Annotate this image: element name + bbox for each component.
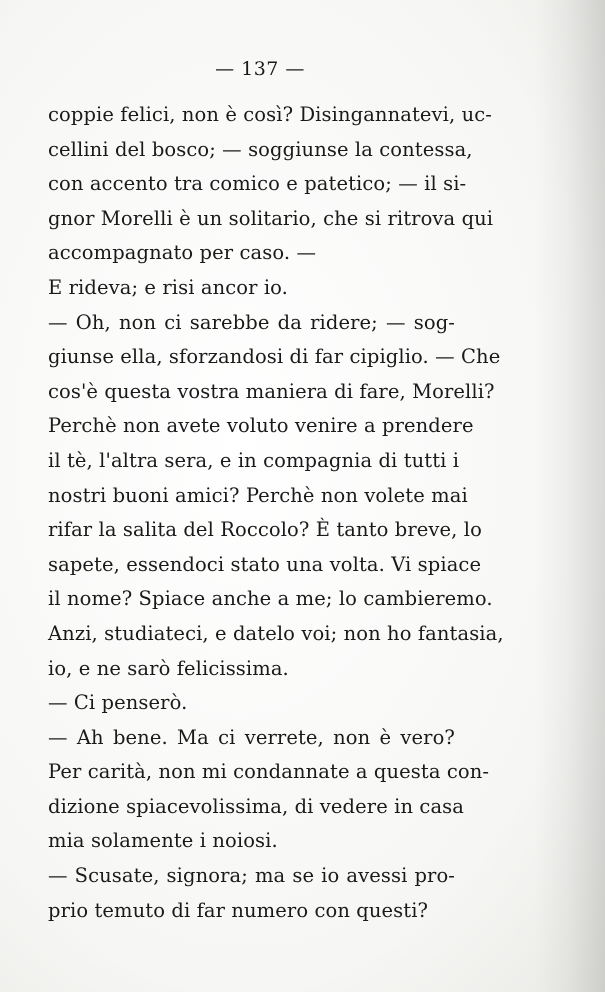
text-line: — Scusate, signora; ma se io avessi pro-: [48, 864, 455, 888]
text-line: io, e ne sarò felicissima.: [48, 656, 289, 680]
text-line: gnor Morelli è un solitario, che si ritrova qui: [48, 206, 494, 230]
text-line: dizione spiacevolissima, di vedere in casa: [48, 794, 465, 818]
page-number: — 137 —: [215, 58, 305, 80]
page-edge-shadow: [535, 0, 605, 992]
text-line: prio temuto di far numero con questi?: [48, 898, 429, 922]
text-line: nostri buoni amici? Perchè non volete mai: [48, 483, 468, 507]
text-line: accompagnato per caso. —: [48, 241, 317, 265]
text-line: cos'è questa vostra maniera di fare, Morelli?: [48, 379, 495, 403]
text-line: Per carità, non mi condannate a questa con-: [48, 760, 490, 784]
text-line: Anzi, studiateci, e datelo voi; non ho fantasia,: [48, 621, 504, 645]
text-line: sapete, essendoci stato una volta. Vi spiace: [48, 552, 482, 576]
text-line: il tè, l'altra sera, e in compagnia di tutti i: [48, 448, 460, 472]
text-line: rifar la salita del Roccolo? È tanto breve, lo: [48, 518, 482, 542]
text-line: giunse ella, sforzandosi di far cipiglio. — Che: [48, 345, 501, 369]
text-line: — Ci penserò.: [48, 691, 188, 715]
body-text: [48, 98, 504, 928]
text-line: il nome? Spiace anche a me; lo cambieremo.: [48, 587, 493, 611]
text-line: — Ah bene. Ma ci verrete, non è vero?: [48, 725, 455, 749]
text-line: — Oh, non ci sarebbe da ridere; — sog-: [48, 310, 455, 334]
text-line: coppie felici, non è così? Disingannatevi, uc-: [48, 103, 492, 126]
text-line: E rideva; e risi ancor io.: [48, 275, 288, 299]
text-line: Perchè non avete voluto venire a prendere: [48, 414, 474, 438]
text-line: con accento tra comico e patetico; — il si-: [48, 172, 467, 196]
text-line: cellini del bosco; — soggiunse la contessa,: [48, 137, 473, 161]
text-line: mia solamente i noiosi.: [48, 829, 278, 853]
